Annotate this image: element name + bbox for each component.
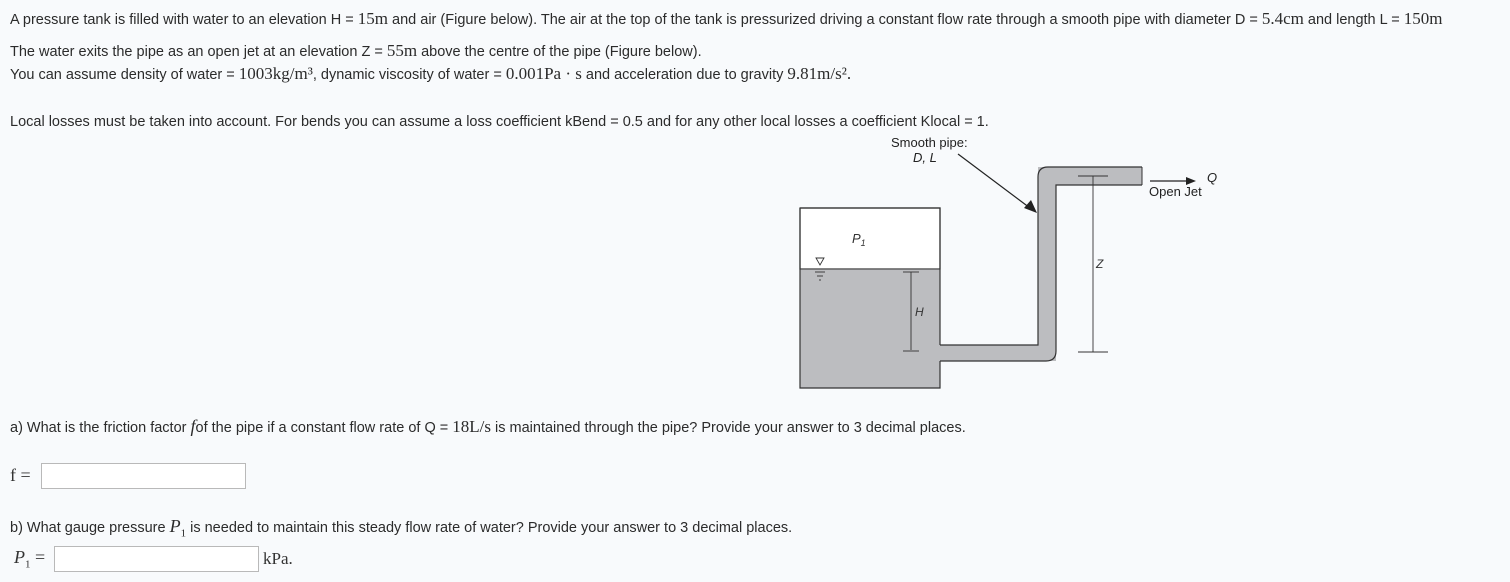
p1-input-label: $P_1$ = [14, 547, 46, 571]
tank-air [800, 208, 940, 269]
flow-rate-value: 18L/s [452, 417, 491, 436]
pipe-vertical [1038, 176, 1056, 361]
density-value: 1003kg/m³ [238, 64, 313, 83]
z-dimension [1078, 176, 1108, 352]
gravity-value: 9.81m/s². [787, 64, 852, 83]
pointer-arrow [958, 154, 1030, 208]
h-label: H [915, 305, 924, 319]
text: A pressure tank is filled with water to an elevation H = [10, 12, 358, 28]
text: , dynamic viscosity of water = [312, 67, 506, 83]
text: above the centre of the pipe (Figure below). [417, 44, 702, 60]
text: You can assume density of water = [10, 67, 239, 83]
open-jet-label: Open Jet [1149, 184, 1202, 199]
text: and length L = [1303, 12, 1404, 28]
pressure-tank-figure [790, 130, 1230, 400]
tank-water [800, 269, 940, 388]
pressure-input[interactable] [54, 546, 259, 572]
diameter-value: 5.4cm [1261, 9, 1304, 28]
problem-statement-line-1 [10, 9, 1442, 29]
problem-statement-line-3 [10, 64, 851, 84]
p1-label: $P_1$ [852, 231, 866, 248]
problem-statement-line-2 [10, 41, 702, 61]
pointer-arrow-head [1024, 200, 1037, 213]
text: is maintained through the pipe? Provide your answer to 3 decimal places. [490, 420, 966, 436]
smooth-pipe-label: Smooth pipe: [891, 135, 968, 150]
elevation-value: 55m [386, 41, 418, 60]
f-input-label: f = [10, 465, 31, 485]
text: of the pipe if a constant flow rate of Q = [195, 420, 453, 436]
dl-label: D, L [913, 150, 937, 165]
pressure-unit: kPa. [263, 549, 293, 568]
z-label: Z [1096, 257, 1104, 271]
part-a-question [10, 416, 966, 437]
friction-factor-symbol: f [190, 416, 196, 436]
part-b-question [10, 516, 792, 540]
friction-factor-input[interactable] [41, 463, 246, 489]
text: a) What is the friction factor [10, 420, 191, 436]
text: is needed to maintain this steady flow rate of water? Provide your answer to 3 decimal places. [186, 520, 793, 536]
viscosity-value: 0.001Pa · s [505, 64, 582, 83]
local-losses-statement: Local losses must be taken into account. For bends you can assume a loss coefficient kBend = 0.5 and for any other local losses a coefficient Klocal = 1. [10, 114, 989, 130]
text: The water exits the pipe as an open jet at an elevation Z = [10, 44, 387, 60]
q-label: Q [1207, 170, 1218, 185]
length-value: 150m [1403, 9, 1443, 28]
text: and acceleration due to gravity [581, 67, 788, 83]
text: and air (Figure below). The air at the top of the tank is pressurized driving a constant flow rate through a smooth pipe with diameter D = [388, 12, 1262, 28]
pressure-symbol: $P_1$ [169, 516, 187, 540]
text: b) What gauge pressure [10, 520, 170, 536]
height-value: 15m [357, 9, 389, 28]
